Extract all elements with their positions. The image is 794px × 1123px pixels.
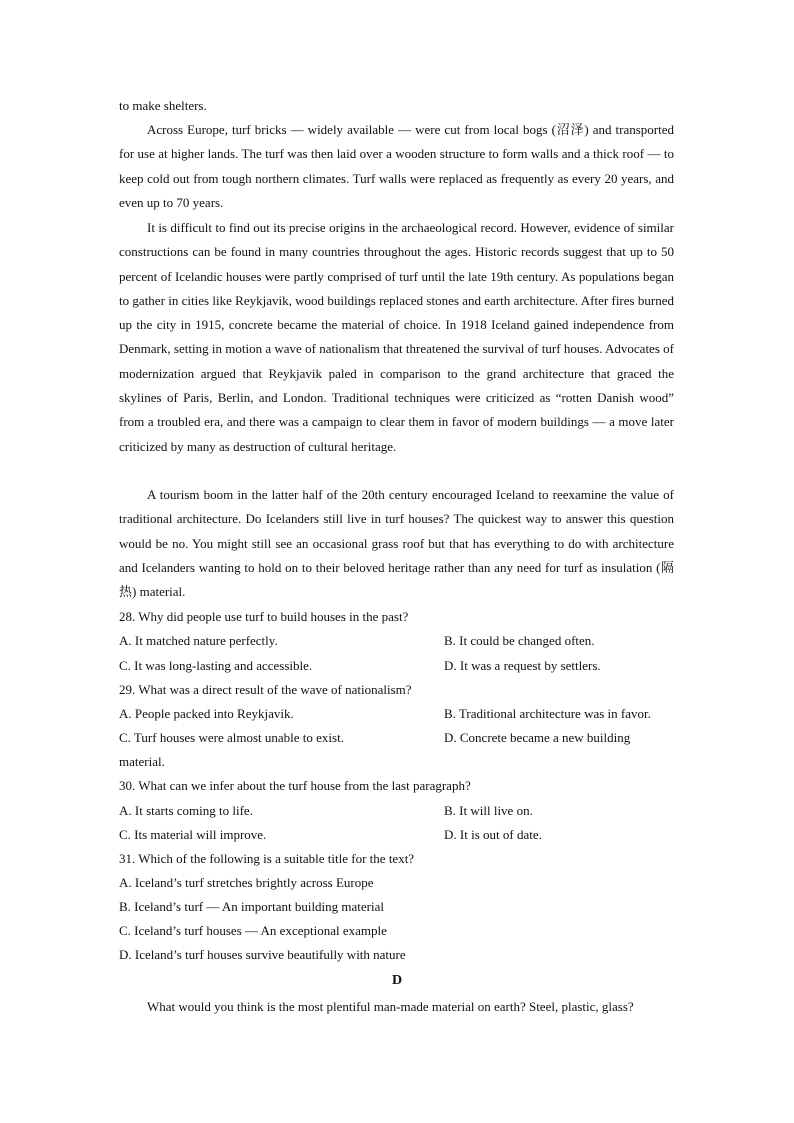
question-29-option-c: C. Turf houses were almost unable to exist. — [119, 730, 344, 745]
section-d-heading: D — [391, 973, 403, 988]
question-29-option-b: B. Traditional architecture was in favor. — [444, 706, 651, 721]
question-31-option-b: B. Iceland’s turf — An important building material — [119, 899, 385, 914]
question-29-option-d-continued: material. — [119, 754, 165, 769]
question-30-option-d: D. It is out of date. — [444, 827, 542, 842]
question-30-stem: 30. What can we infer about the turf house from the last paragraph? — [119, 778, 471, 793]
passage-paragraph-1: Across Europe, turf bricks — widely available — were cut from local bogs (沼泽) and transported for use at higher lands. The turf was then laid over a wooden structure to form walls and a thick roof — to keep cold out from tough northern climates. Turf walls were replaced as frequently as every 20 years, and even up to 70 years. — [119, 122, 674, 210]
question-29-option-a: A. People packed into Reykjavik. — [119, 706, 294, 721]
section-d-first-line: What would you think is the most plentiful man-made material on earth? Steel, plastic, glass? — [147, 999, 634, 1014]
question-29-stem: 29. What was a direct result of the wave of nationalism? — [119, 682, 412, 697]
question-31-option-a: A. Iceland’s turf stretches brightly across Europe — [119, 875, 374, 890]
question-30-option-a: A. It starts coming to life. — [119, 803, 253, 818]
passage-paragraph-0: to make shelters. — [119, 98, 207, 113]
passage-paragraph-2: It is difficult to find out its precise origins in the archaeological record. However, evidence of similar constructions can be found in many countries throughout the ages. Historic records suggest that up to 50 percent of Icelandic houses were partly comprised of turf until the late 19th century. As populations began to gather in cities like Reykjavik, wood buildings replaced stones and earth architecture. After fires burned up the city in 1915, concrete became the material of choice. In 1918 Iceland gained independence from Denmark, setting in motion a wave of nationalism that threatened the survival of turf houses. Advocates of modernization argued that Reykjavik paled in comparison to the grand architecture that graced the skylines of Paris, Berlin, and London. Traditional techniques were criticized as “rotten Danish wood” from a troubled era, and there was a campaign to clear them in favor of modern buildings — a move later criticized by many as destruction of cultural heritage. — [119, 220, 674, 454]
question-31-option-c: C. Iceland’s turf houses — An exceptional example — [119, 923, 387, 938]
question-28-option-d: D. It was a request by settlers. — [444, 658, 601, 673]
question-28-option-c: C. It was long-lasting and accessible. — [119, 658, 313, 673]
question-29-option-d: D. Concrete became a new building — [444, 730, 631, 745]
question-28-option-a: A. It matched nature perfectly. — [119, 633, 278, 648]
question-30-option-c: C. Its material will improve. — [119, 827, 267, 842]
question-31-option-d: D. Iceland’s turf houses survive beautifully with nature — [119, 947, 406, 962]
passage-paragraph-3: A tourism boom in the latter half of the 20th century encouraged Iceland to reexamine the value of traditional architecture. Do Icelanders still live in turf houses? The quickest way to answer this question would be no. You might still see an occasional grass roof but that has everything to do with architecture and Icelanders wanting to hold on to their beloved heritage rather than any need for turf as insulation (隔热) material. — [119, 487, 674, 600]
question-28-stem: 28. Why did people use turf to build houses in the past? — [119, 609, 409, 624]
question-30-option-b: B. It will live on. — [444, 803, 533, 818]
question-28-option-b: B. It could be changed often. — [444, 633, 595, 648]
question-31-stem: 31. Which of the following is a suitable title for the text? — [119, 851, 415, 866]
